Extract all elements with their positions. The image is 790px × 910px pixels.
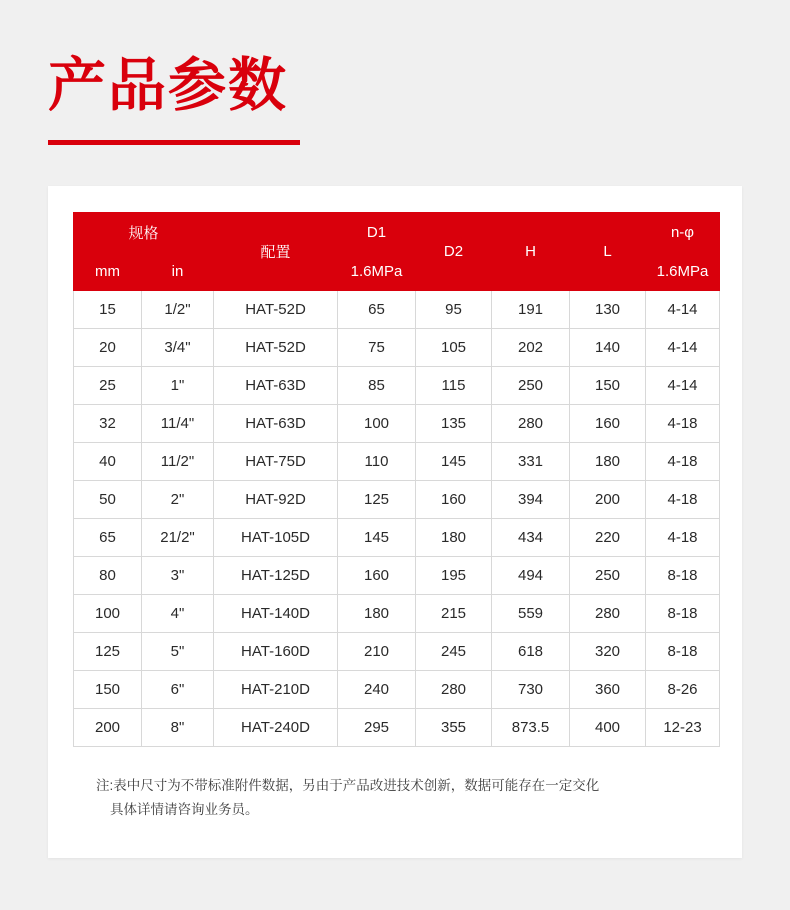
cell-in: 11/2" — [142, 443, 214, 481]
header-d1-sub: 1.6MPa — [338, 252, 416, 291]
cell-nphi: 8-18 — [646, 595, 720, 633]
cell-config: HAT-160D — [214, 633, 338, 671]
cell-mm: 200 — [74, 709, 142, 747]
cell-mm: 125 — [74, 633, 142, 671]
cell-h: 559 — [492, 595, 570, 633]
cell-d2: 115 — [416, 367, 492, 405]
table-row — [74, 291, 720, 329]
cell-d1: 145 — [338, 519, 416, 557]
cell-h: 280 — [492, 405, 570, 443]
cell-d2: 245 — [416, 633, 492, 671]
cell-config: HAT-105D — [214, 519, 338, 557]
spec-table — [73, 212, 720, 747]
cell-config: HAT-63D — [214, 405, 338, 443]
title-block — [48, 52, 300, 145]
header-d1: D1 — [338, 213, 416, 252]
cell-in: 21/2" — [142, 519, 214, 557]
page-title: 产品参数 — [48, 51, 289, 119]
cell-mm: 100 — [74, 595, 142, 633]
cell-config: HAT-140D — [214, 595, 338, 633]
cell-l: 320 — [570, 633, 646, 671]
cell-d1: 240 — [338, 671, 416, 709]
cell-h: 331 — [492, 443, 570, 481]
spec-table-wrap — [73, 212, 719, 747]
cell-l: 180 — [570, 443, 646, 481]
cell-nphi: 4-18 — [646, 519, 720, 557]
cell-nphi: 12-23 — [646, 709, 720, 747]
cell-config: HAT-240D — [214, 709, 338, 747]
cell-l: 140 — [570, 329, 646, 367]
cell-d2: 95 — [416, 291, 492, 329]
cell-l: 150 — [570, 367, 646, 405]
cell-d2: 195 — [416, 557, 492, 595]
cell-config: HAT-52D — [214, 329, 338, 367]
cell-d1: 65 — [338, 291, 416, 329]
table-row — [74, 405, 720, 443]
cell-h: 494 — [492, 557, 570, 595]
cell-nphi: 4-14 — [646, 367, 720, 405]
table-row — [74, 633, 720, 671]
cell-l: 400 — [570, 709, 646, 747]
spec-table-card — [48, 186, 742, 858]
header-spec-mm: mm — [74, 252, 142, 291]
cell-in: 4" — [142, 595, 214, 633]
header-l: L — [570, 213, 646, 291]
cell-h: 730 — [492, 671, 570, 709]
cell-mm: 20 — [74, 329, 142, 367]
cell-config: HAT-75D — [214, 443, 338, 481]
cell-mm: 40 — [74, 443, 142, 481]
table-row — [74, 671, 720, 709]
header-config: 配置 — [214, 213, 338, 291]
cell-l: 160 — [570, 405, 646, 443]
header-row-top — [74, 213, 720, 252]
cell-d2: 180 — [416, 519, 492, 557]
cell-config: HAT-92D — [214, 481, 338, 519]
cell-d2: 135 — [416, 405, 492, 443]
cell-nphi: 4-14 — [646, 329, 720, 367]
cell-h: 250 — [492, 367, 570, 405]
cell-in: 1/2" — [142, 291, 214, 329]
table-row — [74, 709, 720, 747]
table-row — [74, 329, 720, 367]
cell-h: 191 — [492, 291, 570, 329]
cell-nphi: 8-18 — [646, 633, 720, 671]
header-spec-in: in — [142, 252, 214, 291]
cell-d1: 295 — [338, 709, 416, 747]
cell-d1: 160 — [338, 557, 416, 595]
table-row — [74, 481, 720, 519]
cell-d1: 85 — [338, 367, 416, 405]
cell-nphi: 8-18 — [646, 557, 720, 595]
cell-d2: 105 — [416, 329, 492, 367]
cell-h: 873.5 — [492, 709, 570, 747]
cell-mm: 25 — [74, 367, 142, 405]
header-nphi: n-φ — [646, 213, 720, 252]
cell-config: HAT-210D — [214, 671, 338, 709]
cell-in: 11/4" — [142, 405, 214, 443]
cell-d2: 355 — [416, 709, 492, 747]
cell-in: 3/4" — [142, 329, 214, 367]
cell-config: HAT-63D — [214, 367, 338, 405]
cell-in: 8" — [142, 709, 214, 747]
cell-l: 280 — [570, 595, 646, 633]
cell-nphi: 4-18 — [646, 481, 720, 519]
cell-in: 5" — [142, 633, 214, 671]
cell-d1: 125 — [338, 481, 416, 519]
cell-h: 434 — [492, 519, 570, 557]
note-line-1: 注:表中尺寸为不带标准附件数据，另由于产品改进技术创新，数据可能存在一定交化 — [96, 778, 600, 793]
cell-in: 6" — [142, 671, 214, 709]
cell-d1: 110 — [338, 443, 416, 481]
cell-nphi: 4-14 — [646, 291, 720, 329]
title-underline — [48, 140, 300, 145]
cell-l: 360 — [570, 671, 646, 709]
table-row — [74, 519, 720, 557]
table-row — [74, 557, 720, 595]
cell-h: 618 — [492, 633, 570, 671]
table-row — [74, 443, 720, 481]
header-h: H — [492, 213, 570, 291]
cell-mm: 32 — [74, 405, 142, 443]
cell-d1: 75 — [338, 329, 416, 367]
cell-mm: 50 — [74, 481, 142, 519]
cell-in: 2" — [142, 481, 214, 519]
spec-table-head — [74, 213, 720, 291]
table-row — [74, 367, 720, 405]
note-line-2: 具体详情请咨询业务员。 — [110, 802, 259, 817]
cell-in: 1" — [142, 367, 214, 405]
cell-l: 130 — [570, 291, 646, 329]
cell-d1: 210 — [338, 633, 416, 671]
cell-in: 3" — [142, 557, 214, 595]
cell-l: 250 — [570, 557, 646, 595]
cell-mm: 65 — [74, 519, 142, 557]
header-nphi-sub: 1.6MPa — [646, 252, 720, 291]
header-d2: D2 — [416, 213, 492, 291]
cell-d2: 280 — [416, 671, 492, 709]
cell-nphi: 8-26 — [646, 671, 720, 709]
cell-l: 220 — [570, 519, 646, 557]
cell-l: 200 — [570, 481, 646, 519]
cell-d1: 180 — [338, 595, 416, 633]
table-row — [74, 595, 720, 633]
cell-h: 202 — [492, 329, 570, 367]
cell-d2: 145 — [416, 443, 492, 481]
cell-d1: 100 — [338, 405, 416, 443]
header-spec: 规格 — [74, 213, 214, 252]
cell-d2: 160 — [416, 481, 492, 519]
spec-table-body — [74, 291, 720, 747]
cell-config: HAT-52D — [214, 291, 338, 329]
cell-nphi: 4-18 — [646, 443, 720, 481]
cell-h: 394 — [492, 481, 570, 519]
cell-mm: 150 — [74, 671, 142, 709]
cell-d2: 215 — [416, 595, 492, 633]
cell-mm: 80 — [74, 557, 142, 595]
table-note — [96, 774, 706, 822]
cell-mm: 15 — [74, 291, 142, 329]
cell-config: HAT-125D — [214, 557, 338, 595]
cell-nphi: 4-18 — [646, 405, 720, 443]
